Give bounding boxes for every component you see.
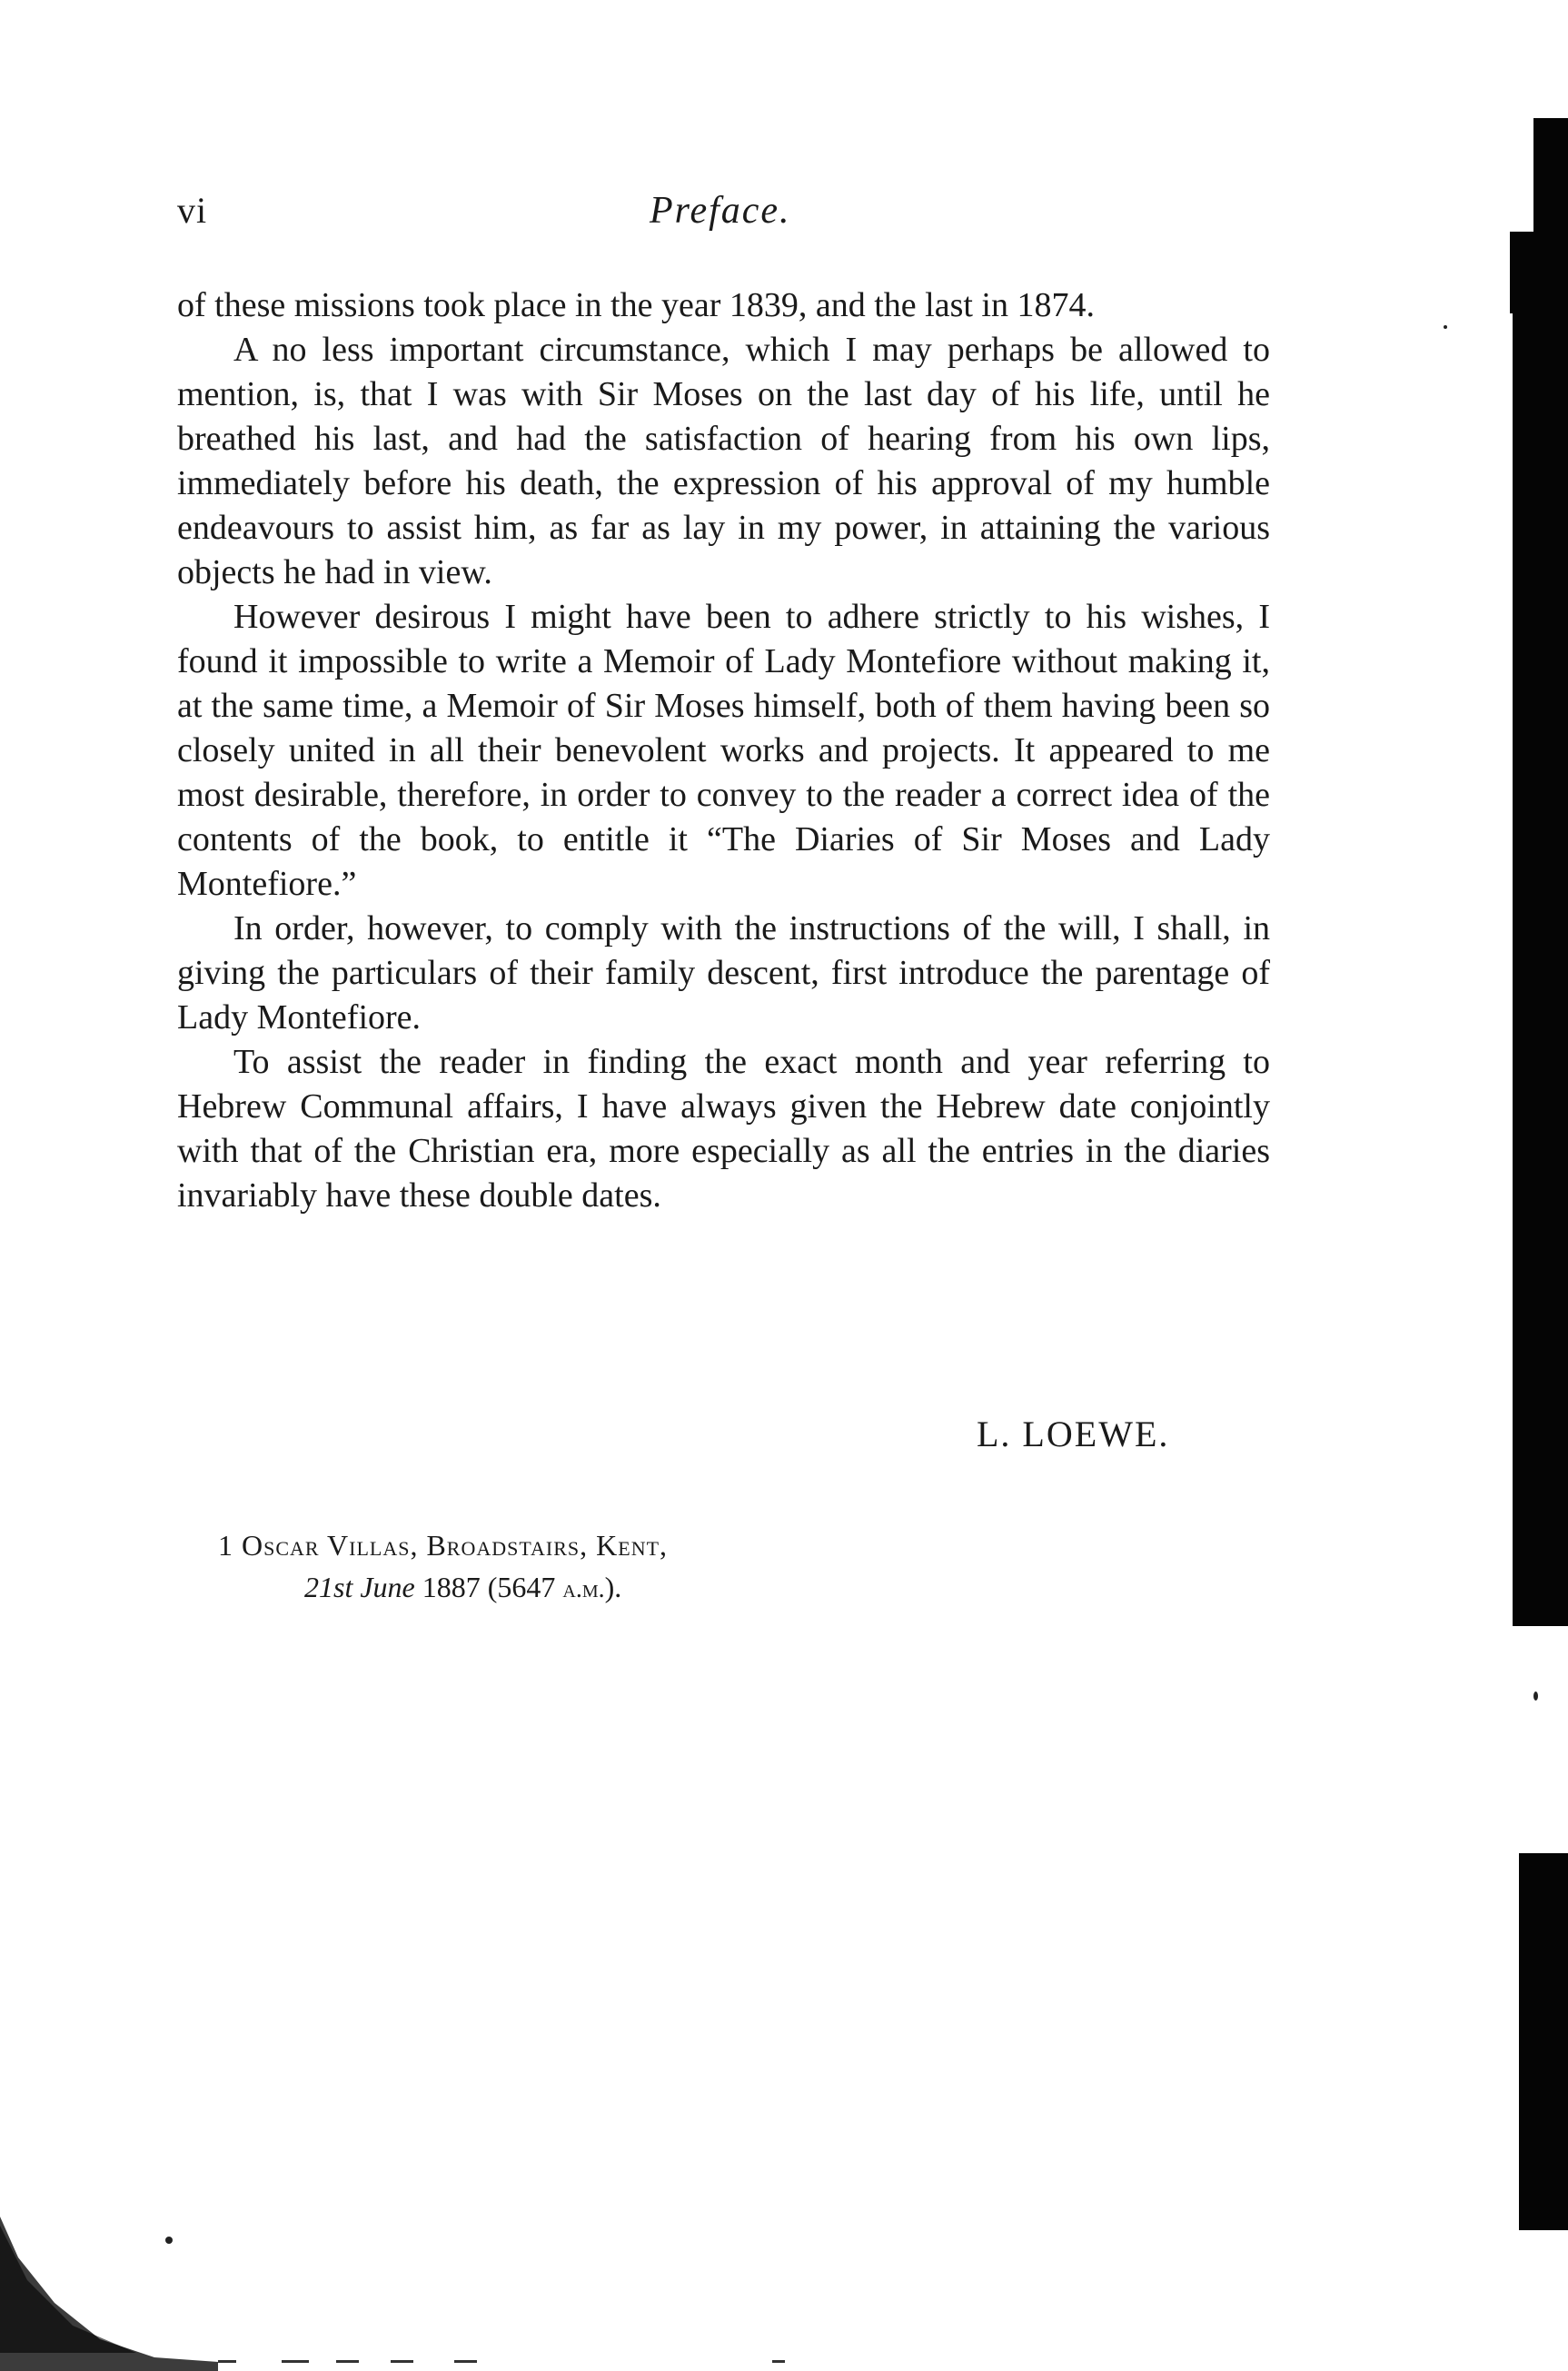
scan-speck	[1444, 325, 1447, 329]
running-title: Preface.	[650, 190, 791, 232]
paragraph-5: To assist the reader in finding the exact month and year referring to Hebrew Communal affairs, I have always given the Hebrew date conjointly with that of the Christian era, more especially as all the entries in the diaries invariably have these double dates.	[177, 1043, 1270, 1215]
date-line	[218, 1566, 668, 1611]
signature: L. LOEWE.	[977, 1414, 1170, 1454]
date-close: ).	[604, 1571, 622, 1603]
date-day: 21st June	[304, 1571, 415, 1603]
address-block	[218, 1524, 668, 1611]
date-era: a.m.	[562, 1575, 605, 1603]
scan-edge-dash	[336, 2360, 359, 2363]
scan-edge-dash	[282, 2360, 309, 2363]
scan-edge-dash	[454, 2360, 477, 2363]
date-year: 1887 (5647	[422, 1571, 556, 1603]
scan-edge-dash	[218, 2360, 236, 2363]
scan-edge-dash	[391, 2360, 413, 2363]
scan-speck	[1533, 1691, 1538, 1701]
paragraph-4: In order, however, to comply with the instructions of the will, I shall, in giving the particulars of their family descent, first introduce the parentage of Lady Montefiore.	[177, 909, 1270, 1037]
scan-edge-dash	[772, 2360, 785, 2363]
paragraph-2: A no less important circumstance, which I may perhaps be allowed to mention, is, that I was with Sir Moses on the last day of his life, until he breathed his last, and had the satisfaction of hearing from his own lips, immediately before his death, the expression of his approval of my humble endeavours to assist him, as far as lay in my power, in attaining the various objects he had in view.	[177, 331, 1270, 591]
running-head	[177, 189, 1267, 243]
paragraph-1: of these missions took place in the year 1839, and the last in 1874.	[177, 286, 1095, 324]
scan-corner-shadow	[0, 2217, 236, 2371]
page-number: vi	[177, 190, 208, 231]
scan-edge-strip-middle	[1513, 300, 1568, 1626]
scan-edge-strip-lower	[1519, 1853, 1568, 2230]
address-line: 1 Oscar Villas, Broadstairs, Kent,	[218, 1529, 669, 1562]
paragraph-3: However desirous I might have been to adhere strictly to his wishes, I found it impossible to write a Memoir of Lady Montefiore without making it, at the same time, a Memoir of Sir Moses himself, both of them having been so closely united in all their benevolent works and projects. It appeared to me most desirable, therefore, in order to convey to the reader a correct idea of the contents of the book, to entitle it “The Diaries of Sir Moses and Lady Montefiore.”	[177, 598, 1270, 903]
body-text	[177, 283, 1270, 1218]
